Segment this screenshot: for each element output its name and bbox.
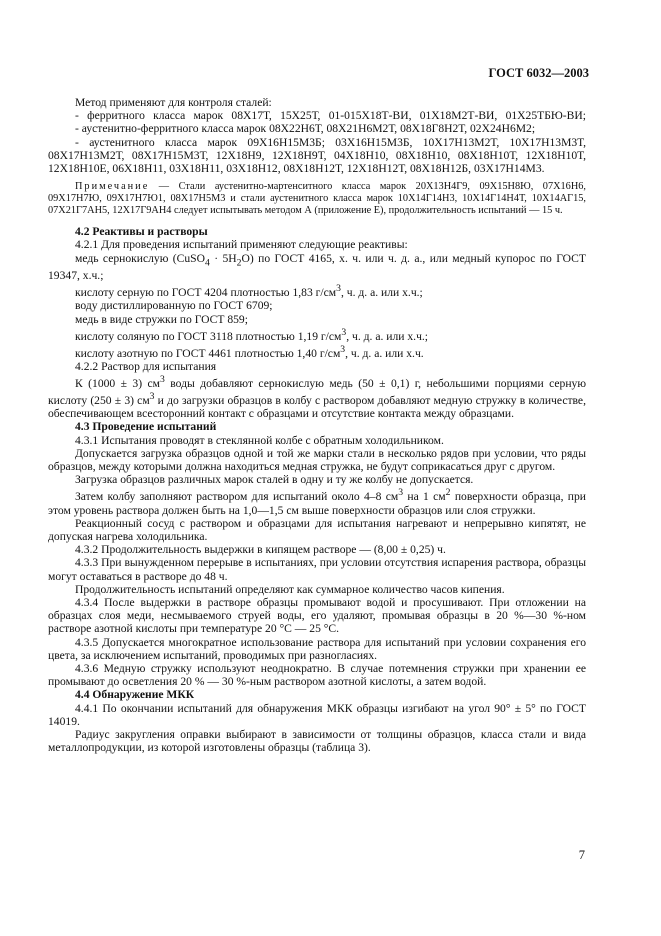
clause-4-3-3: 4.3.3 При вынужденном перерыве в испытаниях, при условии отсутствия испарения раствора, образцы могут оставаться в растворе до 48 ч.	[48, 556, 586, 583]
header-standard-code: ГОСТ 6032—2003	[488, 66, 589, 80]
reagent-nitric-acid: кислоту азотную по ГОСТ 4461 плотностью 1,40 $г/см^3$, ч. д. а. или х.ч.	[75, 343, 424, 360]
reagent-water: воду дистиллированную по ГОСТ 6709;	[75, 299, 273, 313]
list-item-ferritic: - ферритного класса марок 08Х17Т, 15Х25Т, 01-015Х18Т-ВИ, 01Х18М2Т-ВИ, 01Х25ТБЮ-ВИ;	[75, 109, 586, 123]
page-content	[48, 96, 586, 754]
note-text: — Стали аустенитно-мартенситного класса марок 20Х13Н4Г9, 09Х15Н8Ю, 07Х16Н6, 09Х17Н7Ю, 09Х17Н7Ю1, 08Х17Н5М3 и стали аустенитного класса марок 10Х14Г14Н3, 10Х14Г14Н4Т, 10Х14АГ15, 07Х21Г7АН5, 12Х17Г9АН4 следует испытывать методом А (приложение Е), продолжительность испытаний — 15 ч.	[48, 181, 586, 217]
clause-4-3-4: 4.3.4 После выдержки в растворе образцы промывают водой и просушивают. При отложении на образцах слоя меди, несмываемого струей воды, его удаляют, промывая образцы в 20 %—30 %-ном растворе азотной кислоты при температуре 20 °С — 25 °С.	[48, 595, 586, 636]
note-paragraph	[48, 181, 586, 217]
section-heading-4-3: 4.3 Проведение испытаний	[75, 420, 217, 434]
clause-4-3-1-grades: Загрузка образцов различных марок сталей в одну и ту же колбу не допускается.	[75, 473, 474, 487]
method-intro: Метод применяют для контроля сталей:	[75, 96, 272, 109]
clause-4-3-1-loading: Допускается загрузка образцов одной и той же марки стали в несколько рядов при условии, что ряды образцов, между которыми должна находиться медная стружка, не будут соприкасаться друг с другом.	[48, 446, 586, 474]
section-heading-4-2: 4.2 Реактивы и растворы	[75, 225, 208, 239]
clause-4-3-5: 4.3.5 Допускается многократное использование раствора для испытаний при условии сохранения его цвета, за исключением испытаний, проводимых при разногласиях.	[48, 635, 586, 662]
clause-4-2-2: 4.2.2 Раствор для испытания	[75, 359, 217, 373]
list-item-austenitic-ferritic: - аустенитно-ферритного класса марок 08Х22Н6Т, 08Х21Н6М2Т, 08Х18Г8Н2Т, 02Х24Н6М2;	[75, 122, 536, 136]
clause-4-4-1: 4.4.1 По окончании испытаний для обнаружения МКК образцы изгибают на угол 90° ± 5° по ГОСТ 14019.	[48, 701, 586, 728]
clause-4-4-1-radius: Радиус закругления оправки выбирают в зависимости от толщины образцов, класса стали и вида металлопродукции, из которой изготовлены образцы (таблица 3).	[48, 728, 586, 755]
clause-4-2-1: 4.2.1 Для проведения испытаний применяют следующие реактивы:	[75, 238, 408, 252]
reagent-copper-chips: медь в виде стружки по ГОСТ 859;	[75, 312, 248, 326]
clause-4-3-1-heating: Реакционный сосуд с раствором и образцами для испытания нагревают и непрерывно кипятят, не допуская нагрева холодильника.	[48, 516, 586, 543]
list-item-austenitic: - аустенитного класса марок 09Х16Н15М3Б; 03Х16Н15М3Б, 10Х17Н13М2Т, 10Х17Н13М3Т, 08Х17Н13М2Т, 08Х17Н15М3Т, 12Х18Н9, 12Х18Н9Т, 04Х18Н10, 08Х18Н10, 08Х18Н10Т, 12Х18Н10Т, 12Х18Н10Е, 06Х18Н11, 03Х18Н11, 03Х18Н12, 08Х18Н12Т, 12Х18Н12Т, 08Х18Н12Б, 03Х17Н14М3.	[48, 135, 586, 176]
note-label: Примечание	[75, 181, 150, 193]
reagent-sulfuric-acid: кислоту серную по ГОСТ 4204 плотностью 1,83 $г/см^3$, ч. д. а. или х.ч.;	[75, 283, 423, 300]
clause-4-3-6: 4.3.6 Медную стружку используют неоднократно. В случае потемнения стружки при хранении ее промывают до осветления 20 % — 30 %-ным раствором азотной кислоты, а затем водой.	[48, 661, 586, 689]
clause-4-3-2: 4.3.2 Продолжительность выдержки в кипящем растворе — (8,00 ± 0,25) ч.	[75, 543, 446, 557]
section-heading-4-4: 4.4 Обнаружение МКК	[75, 688, 195, 702]
reagent-hydrochloric-acid: кислоту соляную по ГОСТ 3118 плотностью 1,19 $г/см^3$, ч. д. а. или х.ч.;	[75, 326, 429, 343]
solution-prep: К (1000 ± 3) $см^3$ воды добавляют сернокислую медь (50 ± 0,1) г, небольшими порциями серную кислоту (250 ± 3) $см^3$ и до загрузки образцов в колбу с раствором добавляют медную стружку в количестве, обеспечивающем всесторонний контакт с образцами и отсутствие контакта между образцами.	[48, 374, 586, 421]
page-number: 7	[578, 848, 585, 862]
clause-4-3-1-fill: Затем колбу заполняют раствором для испытаний около 4–8 $см^3$ на 1 $см^2$ поверхности образца, при этом уровень раствора должен быть на 1,0—1,5 см выше поверхности образцов или слоя стружки.	[48, 487, 586, 517]
clause-4-3-3-duration: Продолжительность испытаний определяют как суммарное количество часов кипения.	[75, 582, 505, 596]
clause-4-3-1: 4.3.1 Испытания проводят в стеклянной колбе с обратным холодильником.	[75, 433, 444, 447]
reagent-copper-sulfate: медь сернокислую (CuSO$_4$ · $5H_2O$) по ГОСТ 4165, х. ч. или ч. д. а., или медный купорос по ГОСТ 19347, х.ч.;	[48, 251, 586, 283]
